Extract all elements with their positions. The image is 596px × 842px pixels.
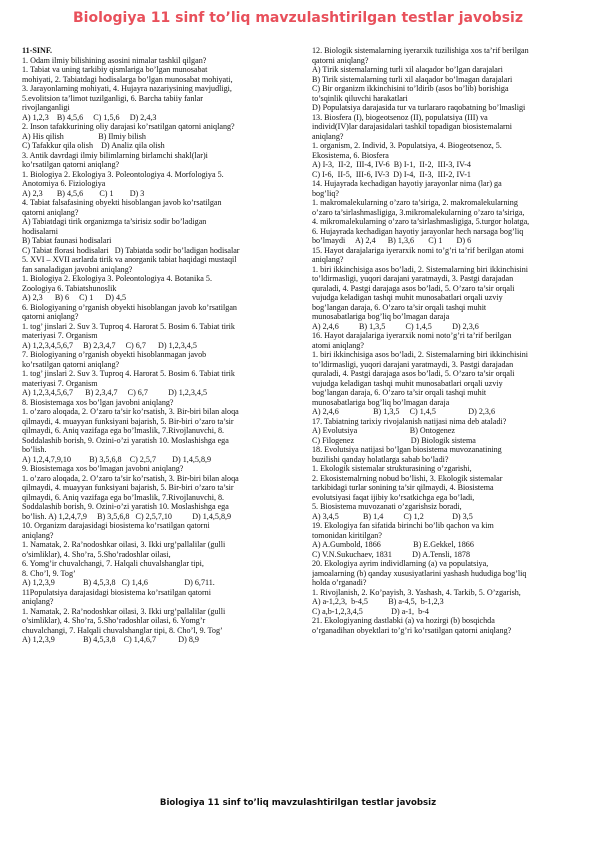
text-line: C) I-6, II-5, III-6, IV-3 D) I-4, II-3, III-2, IV-1 <box>312 169 471 179</box>
text-line: qilmaydi, 6. Aniq vazifaga ega bo’lmaslik, 7.Rivojlanuvchi, 8. <box>22 492 225 502</box>
text-line: 1. o’zaro aloqada, 2. O’zaro ta’sir ko’rsatish, 3. Bir-biri bilan aloqa <box>22 407 239 416</box>
text-line: 4. mikromalekularning o’zaro ta’sirlashmasligiga, 5.turgor holatga, <box>312 217 530 226</box>
text-line: 11-SINF. <box>22 46 53 55</box>
text-line: 1. tog’ jinslari 2. Suv 3. Tuproq 4. Harorat 5. Bosim 6. Tabiat tirik <box>22 369 235 378</box>
text-line: vujudga keladigan tashqi muhit munosabatlari orqali uzviy <box>312 293 503 302</box>
text-line: qatorni aniqlang? <box>22 312 79 321</box>
text-line: Soddalashib borish, 9. Ozini-o’zi yaratish 10. Moslashishga ega <box>22 502 229 511</box>
text-line: D) Populatsiya darajasida tur va turlararo raqobatning bo’lmasligi <box>312 103 526 112</box>
page-title: Biologiya 11 sinf to’liq mavzulashtirilgan testlar javobsiz <box>73 10 523 26</box>
text-line: A) Tabiatdagi tirik organizmga ta’sirisiz sodir bo’ladigan <box>22 217 207 226</box>
text-line: 1. Ekologik sistemalar strukturasining o’zgarishi, <box>312 464 472 473</box>
text-line: 17. Tabiatning tarixiy rivojalanish natijasi nima deb ataladi? <box>312 416 507 426</box>
text-line: A) 1,2,3 B) 4,5,6 C) 1,5,6 D) 2,4,3 <box>22 112 157 122</box>
text-line: quraladi, 4. Pastgi darajaga asos bo’ladi, 5. O’zaro ta’sir orqali <box>312 369 515 378</box>
text-line: individ(IV)lar darajasidalari tashkil topadigan biosistemalarni <box>312 122 513 131</box>
text-line: vujudga keladigan tashqi muhit munosabatlari orqali uzviy <box>312 378 503 388</box>
text-line: A) A.Gumbold, 1866 B) E.Gekkel, 1866 <box>312 540 474 549</box>
text-line: 14. Hujayrada kechadigan hayotiy jarayonlar nima (lar) ga <box>312 179 502 188</box>
text-line: fan sanaladigan javobni aniqlang? <box>22 264 133 274</box>
text-line: chuvalchangi, 7. Halqali chuvalshanglar tipi, 8. Cho’l, 9. Tog’ <box>22 625 223 635</box>
text-line: hodisalarni <box>22 226 58 236</box>
text-line: 7. Biologiyaning o’rganish obyekti hisoblanmagan javob <box>22 350 207 359</box>
text-line: aniqlang? <box>22 597 54 606</box>
text-line: qilmaydi, 4. muayyan funksiyani bajarish, 5. Bir-biri o’zaro ta’sir <box>22 483 234 492</box>
text-line: qilmaydi, 4. muayyan funksiyani bajarish, 5. Bir-biri o’zaro ta’sir <box>22 416 234 426</box>
text-line: materiyasi 7. Organism <box>22 378 98 388</box>
text-line: A) 2,3 B) 6 C) 1 D) 4,5 <box>22 293 127 302</box>
text-line: evolutsiyasi faqat ijibiy ko’rsatkichga ega bo’ladi, <box>312 492 475 502</box>
text-line: 1. Namatak, 2. Ra’nodoshkar oilasi, 3. Ikki urg’pallalilar (gulli <box>22 540 226 549</box>
text-line: o’zaro ta’sirlashmasligiga, 3.mikromalekularning o’zaro ta’siriga, <box>312 207 525 217</box>
text-line: 15. Hayot darajalariga iyerarxik nomi to’g’ri ta’rif berilgan atomi <box>312 245 524 255</box>
text-line: jamoalarning (b) qanday xususiyatlarini yashash hududiga bog’liq <box>312 568 527 578</box>
text-line: to’ldirmasligi, yuqori darajani yaratmaydi, 3. Pastgi darajadan <box>312 359 514 369</box>
text-line: aniqlang? <box>312 255 344 264</box>
text-line: qatorni aniqlang? <box>22 207 79 217</box>
text-line: C) Tafakkur qila olish D) Analiz qila olish <box>22 141 165 150</box>
text-line: o’rganadihan obyektlari to’g’ri ko’rsatilgan qatorni aniqlang? <box>312 625 512 635</box>
text-line: bo’lmaydi A) 2,4 B) 1,3,6 C) 1 D) 6 <box>312 236 472 245</box>
text-line: 5. XVI – XVII asrlarda tirik va anorganik tabiat haqidagi mustaqil <box>22 255 237 264</box>
text-line: A) 2,3 B) 4,5,6 C) 1 D) 3 <box>22 188 145 198</box>
text-line: A) 1,2,4,7,9,10 B) 3,5,6,8 C) 2,5,7 D) 1,4,5,8,9 <box>22 454 212 464</box>
text-line: 6. Yomg’ir chuvalchangi, 7. Halqali chuvalshanglar tipi, <box>22 559 204 568</box>
text-line: Zoologiya 6. Tabiatshunoslik <box>22 283 117 293</box>
text-line: A) 3,4,5 B) 1,4 C) 1,2 D) 3,5 <box>312 511 473 521</box>
text-line: 11Populatsiya darajasidagi biosistema ko’rsatilgan qatorni <box>22 587 211 597</box>
text-line: o’simliklar), 4. Sho’ra, 5.Sho’radoshlar oilasi, 6. Yomg’r <box>22 616 206 625</box>
text-line: C) V.N.Sukuchaev, 1831 D) A.Tensli, 1878 <box>312 549 471 559</box>
text-line: 12. Biologik sistemalarning iyerarxik tuzilishiga xos ta’rif berilgan <box>312 46 529 55</box>
right-column <box>312 46 582 635</box>
text-line: 13. Biosfera (I), biogeotsenoz (II), populatsiya (III) va <box>312 112 488 122</box>
text-line: 20. Ekologiya ayrim individlarning (a) va populatsiya, <box>312 559 489 568</box>
text-line: C) Bir organizm ikkinchisini to’ldirib (asos bo’lib) borishiga <box>312 84 509 93</box>
text-line: Ekosistema, 6. Biosfera <box>312 150 389 160</box>
text-line: A) 1,2,3,9 B) 4,5,3,8 C) 1,4,6,7 D) 8,9 <box>22 635 199 644</box>
text-line: bog’langan daraja, 6. O’zaro ta’sir orqali tashqi muhit <box>312 302 487 312</box>
text-line: 5.evolitsion ta’limot tuzilganligi, 6. Barcha tabiiy fanlar <box>22 93 203 103</box>
text-line: o’simliklar), 4. Sho’ra, 5.Sho’radoshlar oilasi, <box>22 549 171 559</box>
text-line: qatorni aniqlang? <box>312 55 369 65</box>
text-line: 1. Biologiya 2. Ekologiya 3. Poleontologiya 4. Morfologiya 5. <box>22 169 224 179</box>
text-line: 1. biri ikkinchisiga asos bo’ladi, 2. Sistemalarning biri ikkinchisini <box>312 264 529 274</box>
text-line: aniqlang? <box>22 530 54 540</box>
text-line: 18. Evolutsiya natijasi bo’lgan biosistema muvozanatining <box>312 445 502 454</box>
text-line: 1. o’zaro aloqada, 2. O’zaro ta’sir ko’rsatish, 3. Bir-biri bilan aloqa <box>22 473 239 483</box>
text-line: A) 2,4,6 B) 1,3,5 C) 1,4,5 D) 2,3,6 <box>312 407 496 416</box>
left-column <box>22 46 298 645</box>
text-line: 4. Tabiat falsafasining obyekti hisoblangan javob ko’rsatilgan <box>22 198 222 207</box>
text-line: Soddalashib borish, 9. Ozini-o’zi yaratish 10. Moslashishga ega <box>22 435 229 445</box>
text-line: ko’rsatilgan qatorni aniqlang? <box>22 160 120 169</box>
text-line: holda o’rganadi? <box>312 578 367 587</box>
text-line: A) 2,4,6 B) 1,3,5 C) 1,4,5 D) 2,3,6 <box>312 321 479 331</box>
text-line: ko’rsatilgan qatorni aniqlang? <box>22 359 120 369</box>
text-line: Anotomiya 6. Fiziologiya <box>22 179 106 188</box>
text-line: 6. Biologiyaning o’rganish obyekti hisoblangan javob ko’rsatilgan <box>22 302 237 312</box>
text-line: to’ldirmasligi, yuqori darajani yaratmaydi, 3. Pastgi darajadan <box>312 274 514 283</box>
text-line: 5. Biosistema muvozanati o’zgarishsiz boradi, <box>312 502 462 511</box>
text-line: qilmaydi, 6. Aniq vazifaga ega bo’lmaslik, 7.Rivojlanuvchi, 8. <box>22 426 225 435</box>
text-line: mohiyati, 2. Tabiatdagi hodisalarga bo’lgan munosabat mohiyati, <box>22 74 233 84</box>
text-line: 2. Inson tafakkurining oliy darajasi ko’rsatilgan qatorni aniqlang? <box>22 122 235 131</box>
text-line: A) Evolutsiya B) Ontogenez <box>312 426 455 435</box>
text-line: munosabatlariga bog’liq bo’lmagan daraja <box>312 312 450 321</box>
text-line: 19. Ekologiya fan sifatida birinchi bo’lib qachon va kim <box>312 521 494 530</box>
text-line: tarkibidagi turlar sonining ta’sir qilmaydi, 4. Biosistema <box>312 483 494 492</box>
text-line: quraladi, 4. Pastgi darajaga asos bo’ladi, 5. O’zaro ta’sir orqali <box>312 283 515 293</box>
text-line: B) Tabiat faunasi hodisalari <box>22 236 112 245</box>
text-line: bo’lish. A) 1,2,4,7,9 B) 3,5,6,8 C) 2,5,7,10 D) 1,4,5,8,9 <box>22 511 232 521</box>
text-line: bo’lish. <box>22 445 47 454</box>
text-line: A) a-1,2,3, b-4,5 B) a-4,5, b-1,2,3 <box>312 597 444 606</box>
text-line: C) a,b-1,2,3,4,5 D) a-1, b-4 <box>312 606 429 616</box>
text-line: 1. tog’ jinslari 2. Suv 3. Tuproq 4. Harorat 5. Bosim 6. Tabiat tirik <box>22 321 235 331</box>
text-line: 1. organism, 2. Individ, 3. Populatsiya, 4. Biogeotsenoz, 5. <box>312 141 502 150</box>
text-line: bog’langan daraja, 6. O’zaro ta’sir orqali tashqi muhit <box>312 388 487 397</box>
text-line: 3. Antik davrdagi ilmiy bilimlarning birlamchi shakl(lar)i <box>22 150 208 160</box>
text-line: 1. Tabiat va uning tarkibiy qismlariga bo’lgan munosabat <box>22 65 208 74</box>
text-line: C) Tabiat florasi hodisalari D) Tabiatda sodir bo’ladigan hodisalar <box>22 245 240 255</box>
text-line: 10. Organizm darajasidagi biosistema ko’rsatilgan qatorni <box>22 521 210 530</box>
text-line: 1. makromalekularning o’zaro ta’siriga, 2. makromalekularning <box>312 198 518 207</box>
text-line: 8. Biosistemaga xos bo’lgan javobni aniqlang? <box>22 397 174 407</box>
text-line: 1. Rivojlanish, 2. Ko’payish, 3. Yashash, 4. Tarkib, 5. O’zgarish, <box>312 587 521 597</box>
text-line: tomonidan kiritilgan? <box>312 530 382 540</box>
text-line: bog’liq? <box>312 188 339 198</box>
text-line: A) His qilish B) Ilmiy bilish <box>22 131 146 141</box>
text-line: 16. Hayot darajalariga iyerarxik nomi noto’g’ri ta’rif berilgan <box>312 331 512 340</box>
text-line: to’sqinlik qiluvchi harakatlari <box>312 93 408 103</box>
text-line: materiyasi 7. Organism <box>22 331 98 340</box>
text-line: atomi aniqlang? <box>312 340 364 350</box>
text-line: buzilishi qanday holatlarga sabab bo’ladi? <box>312 454 449 464</box>
text-line: 1. Biologiya 2. Ekologiya 3. Poleontologiya 4. Botanika 5. <box>22 274 212 283</box>
text-line: 1. biri ikkinchisiga asos bo’ladi, 2. Sistemalarning biri ikkinchisini <box>312 350 529 359</box>
text-line: 2. Ekosistemalrning nobud bo’lishi, 3. Ekologik sistemalar <box>312 473 503 483</box>
text-line: aniqlang? <box>312 131 344 141</box>
text-line: munosabatlariga bog’liq bo’lmagan daraja <box>312 397 450 407</box>
text-line: A) 1,2,3,4,5,6,7 B) 2,3,4,7 C) 6,7 D) 1,2,3,4,5 <box>22 388 208 397</box>
text-line: A) 1,2,3,4,5,6,7 B) 2,3,4,7 C) 6,7 D) 1,2,3,4,5 <box>22 340 197 350</box>
text-line: A) Tirik sistemalarning turli xil alaqador bo’lgan darajalari <box>312 65 503 74</box>
text-line: 1. Odam ilmiy bilishining asosini nimalar tashkil qilgan? <box>22 55 207 65</box>
text-line: C) Filogenez D) Biologik sistema <box>312 435 476 445</box>
text-line: 9. Biosistemaga xos bo’lmagan javobni aniqlang? <box>22 464 184 473</box>
text-line: 6. Hujayrada kechadigan hayotiy jarayonlar hech narsaga bog’liq <box>312 226 524 236</box>
text-line: A) 1,2,3,9 B) 4,5,3,8 C) 1,4,6 D) 6,711. <box>22 578 215 587</box>
text-line: B) Tirik sistemalarning turli xil alaqador bo’lmagan darajalari <box>312 74 513 84</box>
text-line: rivojlanganligi <box>22 103 70 112</box>
text-line: A) I-3, II-2, III-4, IV-6 B) I-1, II-2, III-3, IV-4 <box>312 160 471 169</box>
text-line: 1. Namatak, 2. Ra’nodoshkar oilasi, 3. Ikki urg’pallalilar (gulli <box>22 606 226 616</box>
text-line: 21. Ekologiyaning dastlabki (a) va hozirgi (b) bosqichda <box>312 616 495 625</box>
text-line: 3. Jarayonlarning mohiyati, 4. Hujayra nazariysining mavjudligi, <box>22 84 232 93</box>
text-line: 8. Cho’l, 9. Tog’ <box>22 568 76 578</box>
page-footer: Biologiya 11 sinf to’liq mavzulashtirilgan testlar javobsiz <box>159 798 437 808</box>
